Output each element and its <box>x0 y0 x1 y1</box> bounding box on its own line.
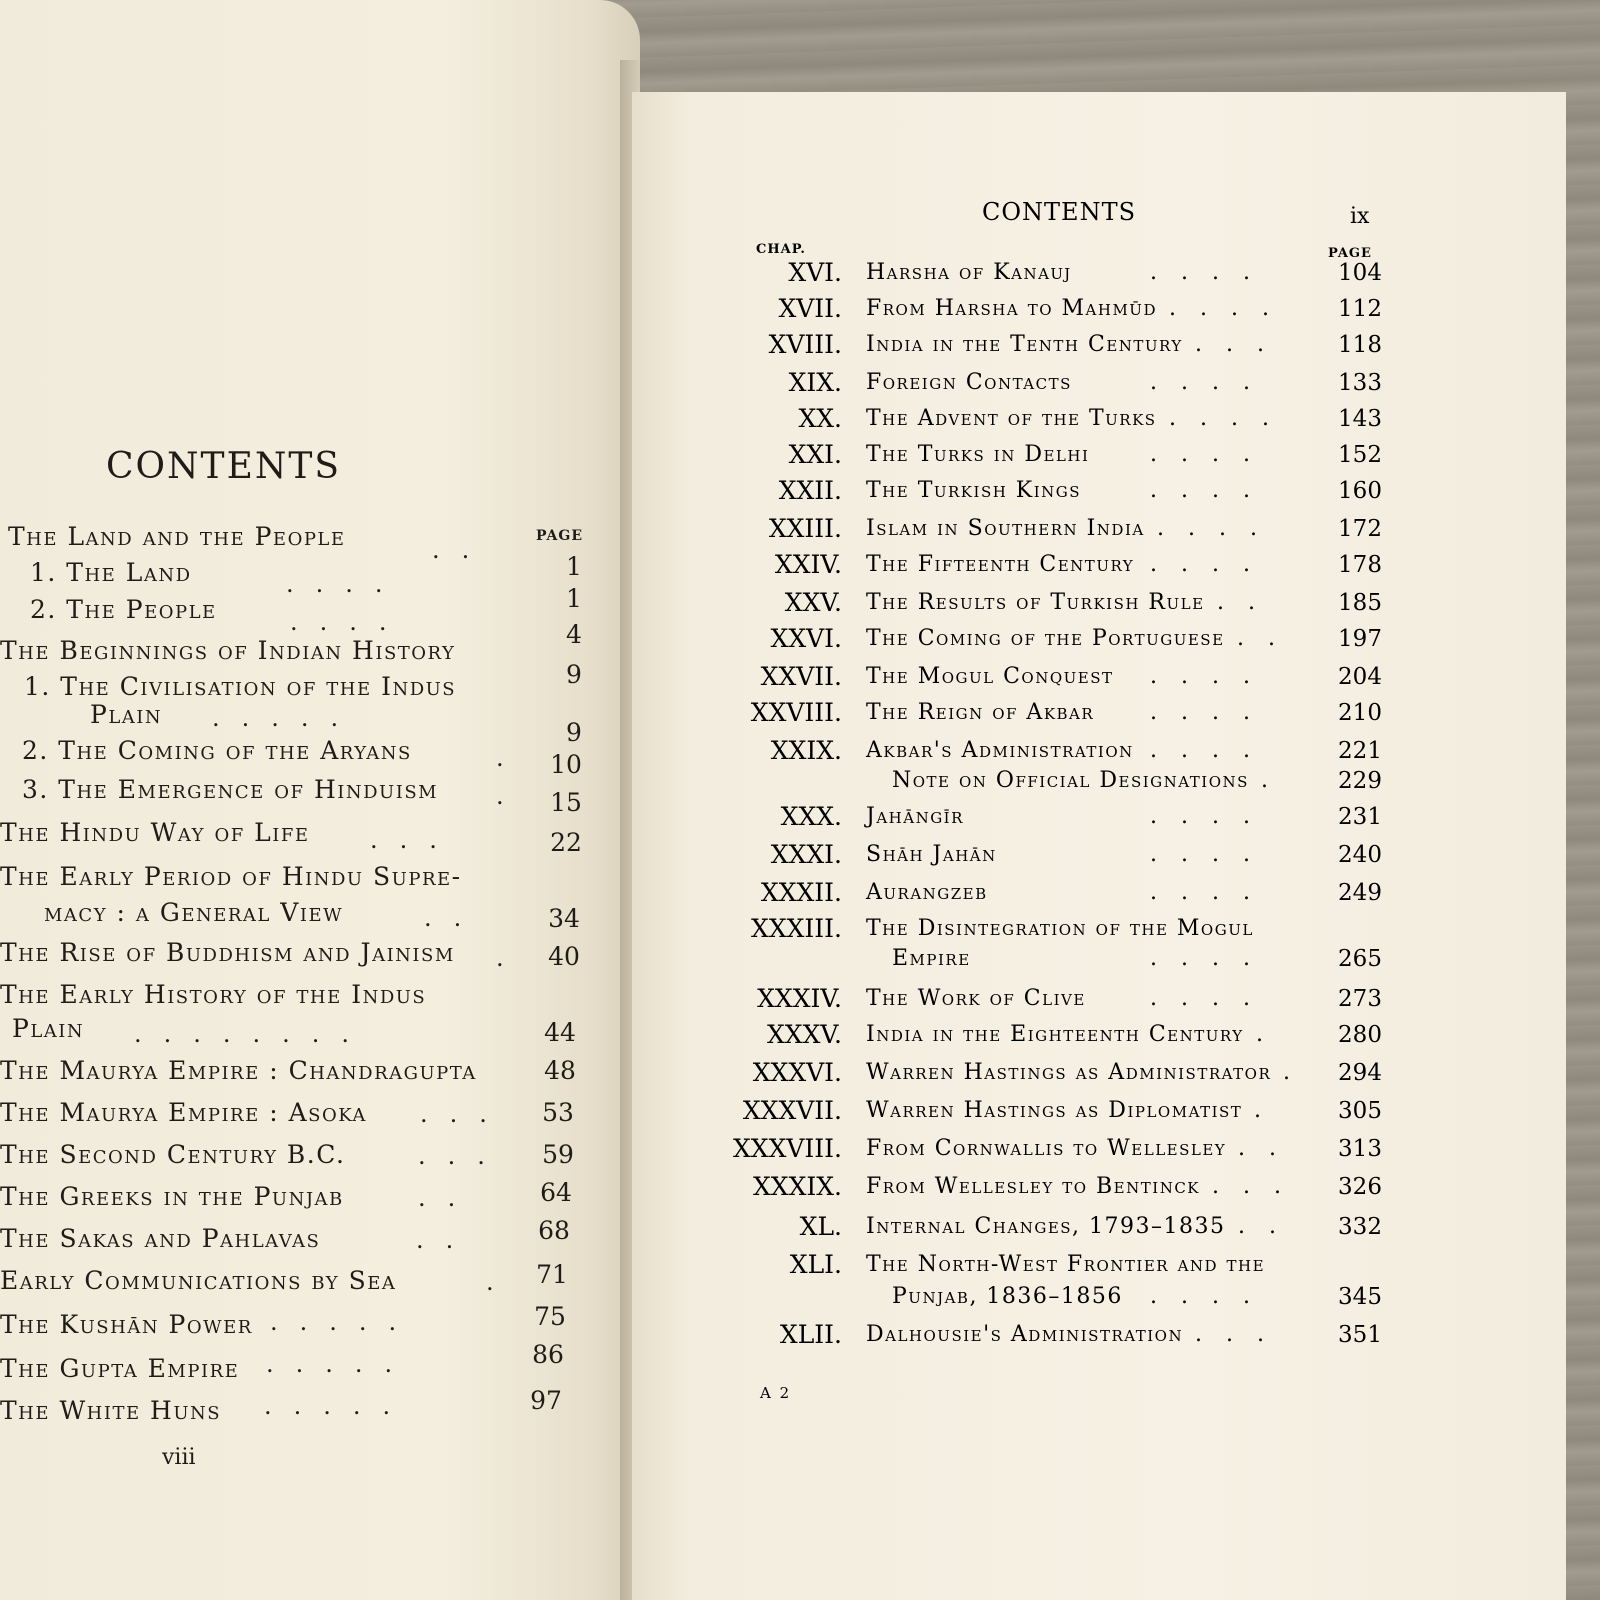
chapter-number: XVII. <box>778 294 842 323</box>
leader-dots: .. <box>1238 1214 1300 1239</box>
leader-dots: .. <box>1237 626 1299 651</box>
chapter-title: India in the Tenth Century <box>866 332 1183 357</box>
chapter-title: Foreign Contacts <box>866 370 1072 395</box>
chapter-number: XXXVI. <box>752 1058 842 1087</box>
chapter-number: XXIV. <box>774 550 842 579</box>
left-entry-page: 71 <box>536 1260 568 1289</box>
leader-dots: ... <box>418 1142 507 1170</box>
left-entry-page: 9 <box>566 660 582 689</box>
chapter-title: Shāh Jahān <box>866 842 997 867</box>
chapter-page: 104 <box>1338 260 1382 286</box>
leader-dots: .... <box>1150 552 1274 577</box>
chapter-title: Note on Official Designations <box>892 768 1249 793</box>
chapter-number: XVI. <box>788 258 842 287</box>
leader-dots: .... <box>1150 664 1274 689</box>
chapter-page: 172 <box>1338 516 1382 542</box>
left-entry-page: 10 <box>550 750 582 779</box>
left-entry-page: 1 <box>566 584 582 613</box>
leader-dots: .... <box>1150 804 1274 829</box>
left-page <box>0 0 640 1600</box>
chapter-number: XX. <box>798 404 842 433</box>
chapter-number: XXV. <box>784 588 842 617</box>
leader-dots: .... <box>1150 842 1274 867</box>
left-entry-title: The Rise of Buddhism and Jainism <box>0 938 455 967</box>
left-entry-title: The Beginnings of Indian History <box>0 636 456 665</box>
chapter-number: XXVII. <box>760 662 842 691</box>
chapter-page: 326 <box>1338 1174 1382 1200</box>
left-page-number: viii <box>162 1445 196 1470</box>
leader-dots: . <box>1283 1060 1314 1085</box>
chapter-title: Jahāngīr <box>866 804 964 829</box>
leader-dots: ..... <box>266 1350 415 1378</box>
chapter-title: Warren Hastings as Administrator <box>866 1060 1272 1085</box>
left-entry-page: 15 <box>550 788 582 817</box>
left-entry-page: 44 <box>544 1018 576 1047</box>
left-entry-page: 75 <box>534 1302 566 1331</box>
chapter-title: Islam in Southern India <box>866 516 1145 541</box>
leader-dots: . <box>1254 1098 1285 1123</box>
chapter-title: The Reign of Akbar <box>866 700 1095 725</box>
left-entry-page: 53 <box>542 1098 574 1127</box>
left-entry-page: 64 <box>540 1178 572 1207</box>
chapter-page: 351 <box>1338 1322 1382 1348</box>
left-entry-title: The Early Period of Hindu Supre- <box>0 862 462 891</box>
chapter-page: 143 <box>1338 406 1382 432</box>
leader-dots: .. <box>1238 1136 1300 1161</box>
left-entry-title: 2. The Coming of the Aryans <box>22 736 412 765</box>
chapter-page: 345 <box>1338 1284 1382 1310</box>
left-entry-page: 22 <box>550 828 582 857</box>
chapter-number: XXX. <box>780 802 842 831</box>
chapter-title: From Cornwallis to Wellesley <box>866 1136 1227 1161</box>
leader-dots: .... <box>1150 738 1274 763</box>
chapter-page: 249 <box>1338 880 1382 906</box>
left-entry-title: 3. The Emergence of Hinduism <box>22 775 439 804</box>
leader-dots: .. <box>418 1184 478 1212</box>
chapter-number: XLI. <box>789 1250 842 1279</box>
leader-dots: .. <box>416 1226 476 1254</box>
left-entry-title: 2. The People <box>30 595 217 624</box>
leader-dots: . <box>1256 1022 1287 1047</box>
chapter-page: 273 <box>1338 986 1382 1012</box>
leader-dots: ..... <box>264 1392 413 1420</box>
chapter-title: Warren Hastings as Diplomatist <box>866 1098 1243 1123</box>
left-entry-page: 59 <box>542 1140 574 1169</box>
chapter-title: Dalhousie's Administration <box>866 1322 1184 1347</box>
left-entry-title: The Second Century B.C. <box>0 1140 346 1169</box>
leader-dots: .... <box>1150 260 1274 285</box>
left-entry-page: 97 <box>530 1386 562 1415</box>
left-entry-page: 40 <box>548 942 580 971</box>
chapter-number: XXXIII. <box>751 914 842 943</box>
leader-dots: ..... <box>270 1308 419 1336</box>
leader-dots: .... <box>286 570 405 598</box>
leader-dots: . <box>486 1268 516 1296</box>
chapter-number: XXIX. <box>770 736 842 765</box>
left-entry-title: 1. The Land <box>30 558 192 587</box>
right-page-number: ix <box>1350 204 1370 229</box>
left-entry-title: Plain <box>12 1014 85 1043</box>
left-entry-page: 34 <box>548 904 580 933</box>
chapter-title: The Disintegration of the Mogul <box>866 916 1254 941</box>
leader-dots: .. <box>1217 590 1279 615</box>
chapter-page: 112 <box>1338 296 1382 322</box>
left-entry-title: The Land and the People <box>8 522 346 551</box>
chapter-page: 240 <box>1338 842 1382 868</box>
left-entry-title: The Kushān Power <box>0 1310 253 1339</box>
left-entry-title: The Maurya Empire : Asoka <box>0 1098 367 1127</box>
leader-dots: ... <box>1212 1174 1305 1199</box>
leader-dots: .. <box>424 904 484 932</box>
chapter-title: The North-West Frontier and the <box>866 1252 1266 1277</box>
chapter-number: XVIII. <box>768 330 842 359</box>
chapter-title: From Harsha to Mahmūd <box>866 296 1157 321</box>
chapter-number: XIX. <box>788 368 842 397</box>
chapter-number: XXXIV. <box>757 984 842 1013</box>
leader-dots: . <box>496 744 526 772</box>
page-column-label: PAGE <box>1328 246 1372 261</box>
left-entry-page: 86 <box>532 1340 564 1369</box>
chapter-page: 313 <box>1338 1136 1382 1162</box>
leader-dots: .... <box>1157 516 1281 541</box>
left-entry-title: 1. The Civilisation of the Indus <box>24 672 457 701</box>
chapter-page: 204 <box>1338 664 1382 690</box>
chapter-title: Empire <box>892 946 971 971</box>
leader-dots: .... <box>1150 880 1274 905</box>
chapter-number: XXXVIII. <box>732 1134 842 1163</box>
chapter-title: The Coming of the Portuguese <box>866 626 1225 651</box>
leader-dots: ........ <box>134 1020 372 1048</box>
left-entry-title: macy : a General View <box>44 898 344 927</box>
leader-dots: .... <box>1169 296 1293 321</box>
chapter-number: XLII. <box>779 1320 842 1349</box>
chapter-column-label: CHAP. <box>756 242 806 257</box>
leader-dots: .... <box>1150 370 1274 395</box>
chapter-number: XXIII. <box>768 514 842 543</box>
chapter-title: The Fifteenth Century <box>866 552 1135 577</box>
left-entry-title: The Greeks in the Punjab <box>0 1182 344 1211</box>
signature-mark: A 2 <box>760 1384 792 1402</box>
left-page-column-label: PAGE <box>536 528 583 544</box>
chapter-title: Aurangzeb <box>866 880 988 905</box>
chapter-page: 221 <box>1338 738 1382 764</box>
leader-dots: .. <box>432 536 492 564</box>
leader-dots: .... <box>1169 406 1293 431</box>
left-entry-title: Early Communications by Sea <box>0 1266 397 1295</box>
leader-dots: ..... <box>212 704 361 732</box>
leader-dots: .... <box>1150 478 1274 503</box>
leader-dots: . <box>496 944 526 972</box>
chapter-page: 210 <box>1338 700 1382 726</box>
chapter-page: 197 <box>1338 626 1382 652</box>
chapter-number: XXXV. <box>766 1020 842 1049</box>
chapter-title: The Turkish Kings <box>866 478 1082 503</box>
leader-dots: ... <box>1195 332 1288 357</box>
right-page-title: CONTENTS <box>982 198 1137 226</box>
leader-dots: .... <box>1150 1284 1274 1309</box>
chapter-title: Punjab, 1836–1856 <box>892 1284 1123 1309</box>
chapter-title: The Turks in Delhi <box>866 442 1090 467</box>
chapter-page: 118 <box>1338 332 1382 358</box>
leader-dots: .... <box>1150 986 1274 1011</box>
chapter-page: 160 <box>1338 478 1382 504</box>
chapter-number: XXXVII. <box>742 1096 842 1125</box>
chapter-page: 185 <box>1338 590 1382 616</box>
chapter-number: XXXIX. <box>752 1172 842 1201</box>
chapter-number: XL. <box>799 1212 842 1241</box>
chapter-page: 231 <box>1338 804 1382 830</box>
chapter-page: 280 <box>1338 1022 1382 1048</box>
left-entry-page: 9 <box>566 718 582 747</box>
chapter-title: The Mogul Conquest <box>866 664 1114 689</box>
left-entry-title: The Early History of the Indus <box>0 980 427 1009</box>
leader-dots: .... <box>1150 700 1274 725</box>
chapter-title: India in the Eighteenth Century <box>866 1022 1244 1047</box>
chapter-title: Akbar's Administration <box>866 738 1134 763</box>
chapter-page: 265 <box>1338 946 1382 972</box>
left-page-title: CONTENTS <box>106 446 342 487</box>
chapter-title: From Wellesley to Bentinck <box>866 1174 1200 1199</box>
chapter-number: XXVIII. <box>750 698 842 727</box>
chapter-number: XXXII. <box>760 878 842 907</box>
left-entry-title: The Gupta Empire <box>0 1354 240 1383</box>
left-entry-title: The Hindu Way of Life <box>0 818 310 847</box>
chapter-page: 305 <box>1338 1098 1382 1124</box>
chapter-page: 229 <box>1338 768 1382 794</box>
chapter-number: XXI. <box>788 440 842 469</box>
chapter-page: 294 <box>1338 1060 1382 1086</box>
chapter-number: XXXI. <box>770 840 842 869</box>
leader-dots: .... <box>290 608 409 636</box>
leader-dots: . <box>496 782 526 810</box>
chapter-title: Harsha of Kanauj <box>866 260 1072 285</box>
chapter-number: XXII. <box>778 476 842 505</box>
left-entry-page: 48 <box>544 1056 576 1085</box>
chapter-title: The Results of Turkish Rule <box>866 590 1205 615</box>
chapter-number: XXVI. <box>770 624 842 653</box>
leader-dots: ... <box>1195 1322 1288 1347</box>
chapter-page: 152 <box>1338 442 1382 468</box>
leader-dots: .... <box>1150 946 1274 971</box>
left-entry-title: The White Huns <box>0 1396 222 1425</box>
leader-dots: ... <box>420 1100 509 1128</box>
left-entry-title: Plain <box>90 700 163 729</box>
left-entry-page: 4 <box>566 620 582 649</box>
chapter-title: Internal Changes, 1793–1835 <box>866 1214 1226 1239</box>
leader-dots: ... <box>370 826 459 854</box>
left-entry-title: The Sakas and Pahlavas <box>0 1224 321 1253</box>
chapter-page: 178 <box>1338 552 1382 578</box>
chapter-page: 133 <box>1338 370 1382 396</box>
chapter-page: 332 <box>1338 1214 1382 1240</box>
left-entry-title: The Maurya Empire : Chandragupta <box>0 1056 477 1085</box>
chapter-title: The Work of Clive <box>866 986 1086 1011</box>
leader-dots: .... <box>1150 442 1274 467</box>
chapter-title: The Advent of the Turks <box>866 406 1157 431</box>
left-entry-page: 68 <box>538 1216 570 1245</box>
left-entry-page: 1 <box>566 552 582 581</box>
leader-dots: . <box>1261 768 1292 793</box>
